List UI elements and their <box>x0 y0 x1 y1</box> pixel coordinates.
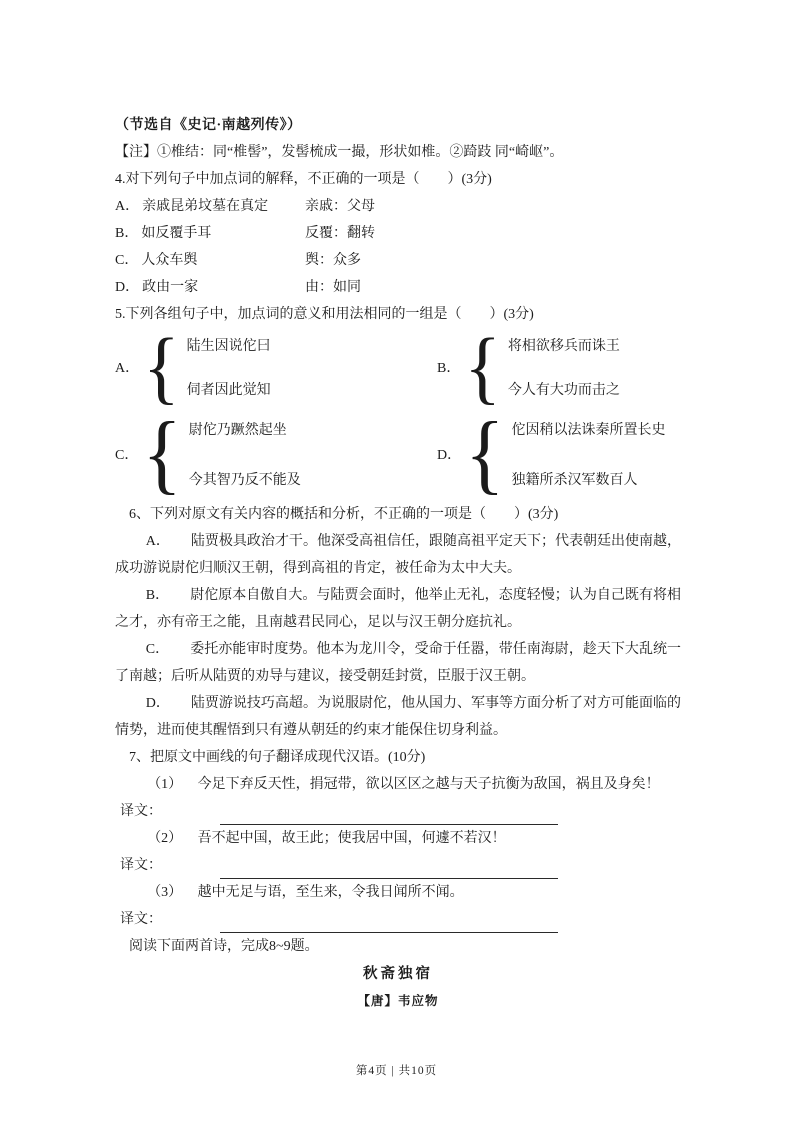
q5-groups <box>115 321 681 503</box>
option-label: D． <box>145 696 170 711</box>
option-text: 政由一家 <box>142 280 199 295</box>
translation-label: 译文： <box>120 804 162 819</box>
item-sentence: 吾不起中国，故王此；使我居中国，何遽不若汉！ <box>197 831 506 846</box>
q7-item-3 <box>115 879 681 906</box>
item-label: （2） <box>147 831 183 846</box>
q5-row-cd <box>115 404 681 503</box>
translation-label: 译文： <box>120 858 162 873</box>
item-sentence: 今足下弃反天性，捐冠带，欲以区区之越与天子抗衡为敌国，祸且及身矣！ <box>197 777 660 792</box>
page-content <box>115 112 681 1014</box>
q6-option-c <box>115 636 681 690</box>
option-gloss: 由：如同 <box>305 280 361 295</box>
left-brace-icon: { <box>143 321 180 413</box>
q4-option-c <box>115 247 681 274</box>
reading-intro: 阅读下面两首诗，完成8~9题。 <box>129 939 319 954</box>
q6-option-b <box>115 582 681 636</box>
sentence-bottom: 伺者因此觉知 <box>186 383 271 398</box>
option-text: 尉佗原本自傲自大。与陆贾会面时，他举止无礼，态度轻慢；认为自己既有将相之才，亦有帝王之能，且南越君民同心，足以与汉王朝分庭抗礼。 <box>115 588 681 630</box>
group-sentences <box>189 415 301 493</box>
q7-answer-1 <box>115 798 681 825</box>
option-text: 亲戚昆弟坟墓在真定 <box>142 199 269 214</box>
option-label: C． <box>115 253 139 268</box>
q6-option-d <box>115 690 681 744</box>
q4-option-c-phrase <box>115 247 305 274</box>
annotation-note: 【注】①椎结：同“椎髻”，发髻梳成一撮，形状如椎。②踦跂 同“崎岖”。 <box>115 145 564 160</box>
q6-option-a <box>115 528 681 582</box>
item-sentence: 越中无足与语，至生来，令我日闻所不闻。 <box>197 885 464 900</box>
option-label: C． <box>145 642 170 657</box>
group-sentences <box>508 331 620 403</box>
q4-option-d <box>115 274 681 301</box>
answer-blank-line <box>220 806 558 825</box>
item-label: （1） <box>147 777 183 792</box>
q7-answer-3 <box>115 906 681 933</box>
q7-item-2 <box>115 825 681 852</box>
q7-stem: 7、把原文中画线的句子翻译成现代汉语。(10分) <box>129 750 426 765</box>
q4-option-b <box>115 220 681 247</box>
q5-row-ab <box>115 321 681 413</box>
option-label: D． <box>115 280 140 295</box>
poem-author: 【唐】韦应物 <box>357 994 439 1008</box>
q4-option-d-phrase <box>115 274 305 301</box>
q4-option-a <box>115 193 681 220</box>
q5-group-b <box>437 321 620 413</box>
sentence-bottom: 今其智乃反不能及 <box>188 473 301 488</box>
left-brace-icon: { <box>142 404 182 503</box>
left-brace-icon: { <box>464 321 501 413</box>
option-label: A． <box>145 534 170 549</box>
option-gloss: 亲戚：父母 <box>305 199 375 214</box>
group-sentences <box>511 415 665 493</box>
page-footer: 第4页 | 共10页 <box>355 1065 438 1077</box>
group-label: B． <box>437 361 461 376</box>
sentence-bottom: 今人有大功而击之 <box>507 383 620 398</box>
group-label: D． <box>437 448 462 463</box>
option-text: 陆贾游说技巧高超。为说服尉佗，他从国力、军事等方面分析了对方可能面临的情势，进而使其醒悟到只有遵从朝廷的约束才能保住切身利益。 <box>115 696 681 738</box>
group-sentences <box>187 331 271 403</box>
q4-stem: 4.对下列句子中加点词的解释，不正确的一项是（ ）(3分) <box>115 172 492 187</box>
translation-label: 译文： <box>120 912 162 927</box>
option-text: 陆贾极具政治才干。他深受高祖信任，跟随高祖平定天下；代表朝廷出使南越，成功游说尉佗归顺汉王朝，得到高祖的肯定，被任命为太中大夫。 <box>115 534 681 576</box>
sentence-top: 将相欲移兵而诛王 <box>507 339 620 354</box>
answer-blank-line <box>220 914 558 933</box>
q7-item-1 <box>115 771 681 798</box>
q4-option-a-phrase <box>115 193 305 220</box>
q4-option-b-phrase <box>115 220 305 247</box>
group-label: A． <box>115 361 140 376</box>
q5-group-a <box>115 321 437 413</box>
option-gloss: 舆：众多 <box>305 253 361 268</box>
sentence-bottom: 独籍所杀汉军数百人 <box>511 473 638 488</box>
q6-stem: 6、下列对原文有关内容的概括和分析，不正确的一项是（ ）(3分) <box>129 507 559 522</box>
q5-group-d <box>437 404 666 503</box>
option-label: B． <box>115 226 139 241</box>
item-label: （3） <box>147 885 183 900</box>
q5-stem: 5.下列各组句子中，加点词的意义和用法相同的一组是（ ）(3分) <box>115 307 534 322</box>
sentence-top: 陆生因说佗曰 <box>186 339 271 354</box>
option-text: 委托亦能审时度势。他本为龙川令，受命于任嚣，带任南海尉，趁天下大乱统一了南越；后听从陆贾的劝导与建议，接受朝廷封赏，臣服于汉王朝。 <box>115 642 681 684</box>
sentence-top: 佗因稍以法诛秦所置长史 <box>511 423 666 438</box>
option-text: 人众车舆 <box>141 253 198 268</box>
option-text: 如反覆手耳 <box>141 226 212 241</box>
answer-blank-line <box>220 860 558 879</box>
group-label: C． <box>115 448 139 463</box>
q7-answer-2 <box>115 852 681 879</box>
option-label: A． <box>115 199 140 214</box>
poem-title: 秋斋独宿 <box>363 966 433 982</box>
left-brace-icon: { <box>465 404 505 503</box>
q5-group-c <box>115 404 437 503</box>
source-note: （节选自《史记·南越列传》） <box>115 118 302 133</box>
sentence-top: 尉佗乃蹶然起坐 <box>188 423 287 438</box>
option-gloss: 反覆：翻转 <box>305 226 375 241</box>
option-label: B． <box>145 588 170 603</box>
